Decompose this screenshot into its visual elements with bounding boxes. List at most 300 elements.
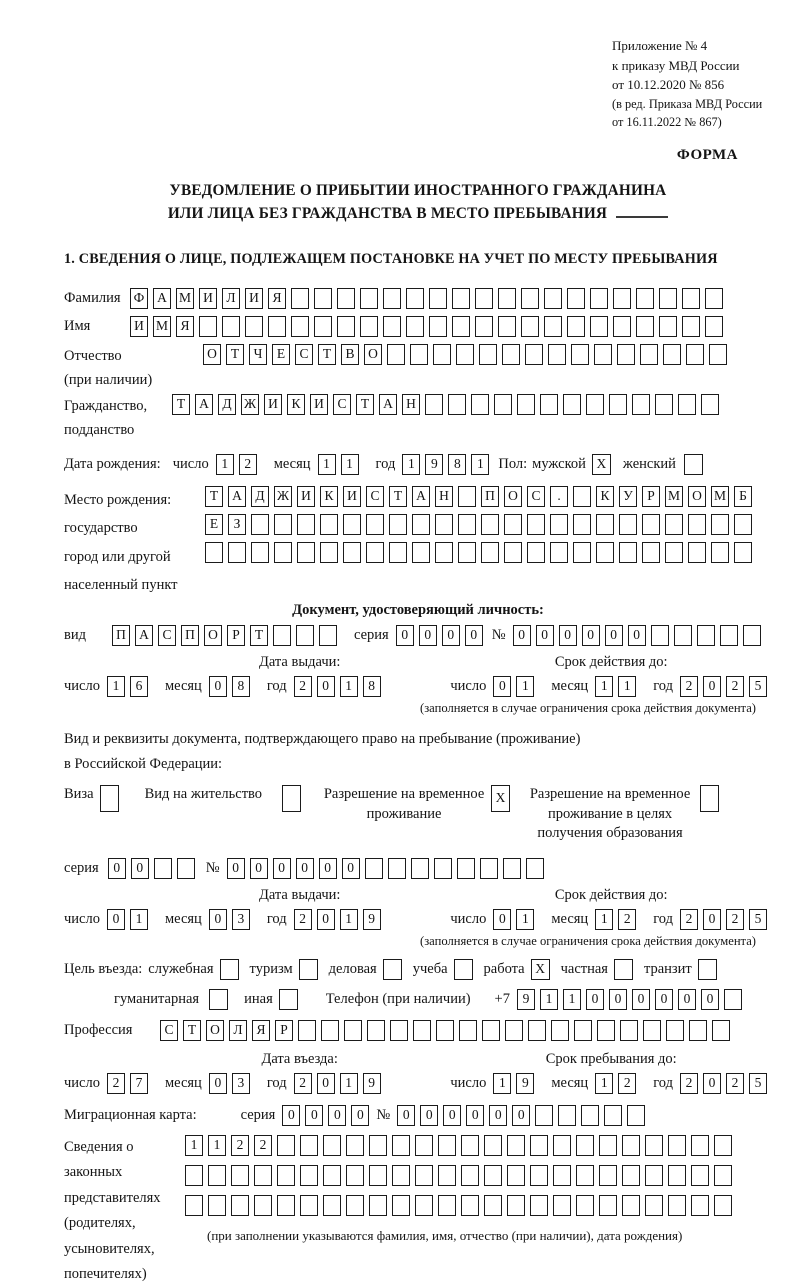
char-box[interactable]	[251, 542, 269, 563]
char-box[interactable]: 3	[232, 1073, 250, 1094]
char-box[interactable]	[205, 542, 223, 563]
char-box[interactable]: А	[412, 486, 430, 507]
char-box[interactable]	[154, 858, 172, 879]
char-box[interactable]: Т	[356, 394, 374, 415]
purpose-humanitarian-checkbox[interactable]	[209, 989, 228, 1010]
char-box[interactable]	[643, 1020, 661, 1041]
char-box[interactable]: 0	[108, 858, 126, 879]
char-box[interactable]: С	[295, 344, 313, 365]
char-box[interactable]	[724, 989, 742, 1010]
char-box[interactable]	[550, 514, 568, 535]
char-box[interactable]	[619, 514, 637, 535]
char-box[interactable]	[642, 542, 660, 563]
char-box[interactable]	[659, 288, 677, 309]
char-box[interactable]	[666, 1020, 684, 1041]
char-box[interactable]: 2	[680, 909, 698, 930]
char-box[interactable]	[410, 344, 428, 365]
char-box[interactable]	[185, 1165, 203, 1186]
char-box[interactable]	[691, 1165, 709, 1186]
residence-permit-checkbox[interactable]	[282, 785, 301, 812]
char-box[interactable]: А	[228, 486, 246, 507]
char-box[interactable]	[622, 1165, 640, 1186]
char-box[interactable]: 0	[317, 676, 335, 697]
visa-checkbox[interactable]	[100, 785, 119, 812]
char-box[interactable]: Е	[272, 344, 290, 365]
char-box[interactable]	[392, 1165, 410, 1186]
char-box[interactable]: П	[181, 625, 199, 646]
char-box[interactable]: 0	[703, 909, 721, 930]
char-box[interactable]: Я	[252, 1020, 270, 1041]
char-box[interactable]	[558, 1105, 576, 1126]
char-box[interactable]	[668, 1135, 686, 1156]
char-box[interactable]	[688, 542, 706, 563]
char-box[interactable]	[553, 1165, 571, 1186]
char-box[interactable]: 0	[582, 625, 600, 646]
char-box[interactable]: К	[320, 486, 338, 507]
char-box[interactable]	[343, 542, 361, 563]
char-box[interactable]: 2	[239, 454, 257, 475]
char-box[interactable]: 2	[294, 1073, 312, 1094]
char-box[interactable]	[517, 394, 535, 415]
char-box[interactable]	[433, 344, 451, 365]
char-box[interactable]: 1	[216, 454, 234, 475]
char-box[interactable]	[688, 514, 706, 535]
char-box[interactable]: 9	[516, 1073, 534, 1094]
char-box[interactable]: 0	[328, 1105, 346, 1126]
char-box[interactable]: 7	[130, 1073, 148, 1094]
char-box[interactable]: 0	[209, 1073, 227, 1094]
char-box[interactable]: С	[160, 1020, 178, 1041]
char-box[interactable]	[412, 542, 430, 563]
char-box[interactable]	[438, 1195, 456, 1216]
purpose-official-checkbox[interactable]	[220, 959, 239, 980]
char-box[interactable]: А	[195, 394, 213, 415]
char-box[interactable]: 0	[701, 989, 719, 1010]
char-box[interactable]: 0	[655, 989, 673, 1010]
char-box[interactable]	[369, 1195, 387, 1216]
char-box[interactable]	[619, 542, 637, 563]
char-box[interactable]	[323, 1165, 341, 1186]
char-box[interactable]	[540, 394, 558, 415]
char-box[interactable]	[337, 316, 355, 337]
char-box[interactable]: 0	[678, 989, 696, 1010]
char-box[interactable]	[502, 344, 520, 365]
char-box[interactable]: 0	[609, 989, 627, 1010]
char-box[interactable]	[337, 288, 355, 309]
char-box[interactable]: И	[297, 486, 315, 507]
char-box[interactable]: У	[619, 486, 637, 507]
sex-male-checkbox[interactable]: X	[592, 454, 611, 475]
char-box[interactable]	[645, 1165, 663, 1186]
char-box[interactable]: 1	[185, 1135, 203, 1156]
char-box[interactable]	[480, 858, 498, 879]
char-box[interactable]	[622, 1135, 640, 1156]
char-box[interactable]	[678, 394, 696, 415]
char-box[interactable]	[297, 542, 315, 563]
char-box[interactable]	[571, 344, 589, 365]
char-box[interactable]	[365, 858, 383, 879]
char-box[interactable]: О	[203, 344, 221, 365]
char-box[interactable]	[494, 394, 512, 415]
education-residence-checkbox[interactable]	[700, 785, 719, 812]
char-box[interactable]: А	[135, 625, 153, 646]
char-box[interactable]	[346, 1165, 364, 1186]
char-box[interactable]: 0	[351, 1105, 369, 1126]
char-box[interactable]	[366, 514, 384, 535]
char-box[interactable]: 0	[586, 989, 604, 1010]
char-box[interactable]	[498, 288, 516, 309]
char-box[interactable]	[268, 316, 286, 337]
char-box[interactable]	[360, 288, 378, 309]
char-box[interactable]	[544, 288, 562, 309]
char-box[interactable]: 5	[749, 909, 767, 930]
char-box[interactable]	[429, 288, 447, 309]
char-box[interactable]: М	[153, 316, 171, 337]
char-box[interactable]: 8	[448, 454, 466, 475]
char-box[interactable]	[682, 316, 700, 337]
char-box[interactable]	[452, 316, 470, 337]
char-box[interactable]	[415, 1165, 433, 1186]
char-box[interactable]	[458, 542, 476, 563]
char-box[interactable]: 0	[512, 1105, 530, 1126]
char-box[interactable]	[484, 1135, 502, 1156]
char-box[interactable]	[640, 344, 658, 365]
char-box[interactable]	[231, 1195, 249, 1216]
char-box[interactable]	[482, 1020, 500, 1041]
char-box[interactable]: И	[245, 288, 263, 309]
char-box[interactable]: А	[153, 288, 171, 309]
char-box[interactable]	[521, 288, 539, 309]
char-box[interactable]	[367, 1020, 385, 1041]
char-box[interactable]: 0	[443, 1105, 461, 1126]
char-box[interactable]: 2	[294, 909, 312, 930]
char-box[interactable]	[457, 858, 475, 879]
char-box[interactable]: К	[596, 486, 614, 507]
char-box[interactable]	[521, 316, 539, 337]
char-box[interactable]	[697, 625, 715, 646]
char-box[interactable]	[599, 1135, 617, 1156]
char-box[interactable]: Н	[402, 394, 420, 415]
char-box[interactable]: 0	[273, 858, 291, 879]
char-box[interactable]: 0	[536, 625, 554, 646]
char-box[interactable]: Т	[389, 486, 407, 507]
char-box[interactable]	[461, 1135, 479, 1156]
char-box[interactable]	[438, 1135, 456, 1156]
char-box[interactable]	[388, 858, 406, 879]
char-box[interactable]: 2	[726, 909, 744, 930]
char-box[interactable]	[691, 1135, 709, 1156]
char-box[interactable]	[563, 394, 581, 415]
char-box[interactable]: О	[204, 625, 222, 646]
purpose-tourism-checkbox[interactable]	[299, 959, 318, 980]
char-box[interactable]: Ч	[249, 344, 267, 365]
char-box[interactable]: 1	[563, 989, 581, 1010]
char-box[interactable]: 0	[250, 858, 268, 879]
purpose-transit-checkbox[interactable]	[698, 959, 717, 980]
char-box[interactable]	[484, 1195, 502, 1216]
char-box[interactable]: А	[379, 394, 397, 415]
char-box[interactable]	[369, 1165, 387, 1186]
char-box[interactable]: 0	[305, 1105, 323, 1126]
char-box[interactable]	[596, 514, 614, 535]
char-box[interactable]: 5	[749, 1073, 767, 1094]
char-box[interactable]	[550, 542, 568, 563]
char-box[interactable]: 0	[605, 625, 623, 646]
char-box[interactable]: 1	[595, 676, 613, 697]
char-box[interactable]: 9	[363, 909, 381, 930]
char-box[interactable]	[291, 288, 309, 309]
char-box[interactable]: 8	[232, 676, 250, 697]
char-box[interactable]	[297, 514, 315, 535]
char-box[interactable]: 1	[208, 1135, 226, 1156]
char-box[interactable]: И	[343, 486, 361, 507]
char-box[interactable]	[668, 1195, 686, 1216]
char-box[interactable]	[714, 1165, 732, 1186]
char-box[interactable]: 1	[493, 1073, 511, 1094]
char-box[interactable]	[277, 1195, 295, 1216]
char-box[interactable]	[406, 316, 424, 337]
char-box[interactable]	[597, 1020, 615, 1041]
char-box[interactable]	[320, 542, 338, 563]
char-box[interactable]	[389, 542, 407, 563]
char-box[interactable]	[208, 1165, 226, 1186]
char-box[interactable]: 1	[540, 989, 558, 1010]
char-box[interactable]: Л	[229, 1020, 247, 1041]
char-box[interactable]: 2	[254, 1135, 272, 1156]
char-box[interactable]	[346, 1195, 364, 1216]
char-box[interactable]	[296, 625, 314, 646]
char-box[interactable]	[471, 394, 489, 415]
char-box[interactable]: С	[158, 625, 176, 646]
char-box[interactable]	[413, 1020, 431, 1041]
char-box[interactable]	[599, 1165, 617, 1186]
char-box[interactable]	[484, 1165, 502, 1186]
char-box[interactable]	[475, 288, 493, 309]
char-box[interactable]	[645, 1195, 663, 1216]
char-box[interactable]	[528, 1020, 546, 1041]
char-box[interactable]	[581, 1105, 599, 1126]
char-box[interactable]: 0	[317, 1073, 335, 1094]
char-box[interactable]: Д	[218, 394, 236, 415]
char-box[interactable]	[586, 394, 604, 415]
char-box[interactable]: З	[228, 514, 246, 535]
char-box[interactable]	[459, 1020, 477, 1041]
char-box[interactable]	[481, 514, 499, 535]
char-box[interactable]	[199, 316, 217, 337]
char-box[interactable]	[436, 1020, 454, 1041]
char-box[interactable]: И	[199, 288, 217, 309]
char-box[interactable]	[298, 1020, 316, 1041]
char-box[interactable]: 1	[595, 1073, 613, 1094]
char-box[interactable]	[323, 1195, 341, 1216]
char-box[interactable]: М	[665, 486, 683, 507]
char-box[interactable]: Е	[205, 514, 223, 535]
char-box[interactable]: 0	[227, 858, 245, 879]
char-box[interactable]	[530, 1165, 548, 1186]
char-box[interactable]: Ф	[130, 288, 148, 309]
char-box[interactable]: С	[366, 486, 384, 507]
char-box[interactable]	[344, 1020, 362, 1041]
char-box[interactable]	[620, 1020, 638, 1041]
char-box[interactable]: 0	[131, 858, 149, 879]
char-box[interactable]: М	[176, 288, 194, 309]
char-box[interactable]: Р	[642, 486, 660, 507]
char-box[interactable]	[503, 858, 521, 879]
char-box[interactable]	[627, 1105, 645, 1126]
char-box[interactable]	[245, 316, 263, 337]
char-box[interactable]	[504, 542, 522, 563]
char-box[interactable]	[573, 514, 591, 535]
char-box[interactable]	[636, 288, 654, 309]
char-box[interactable]	[438, 1165, 456, 1186]
char-box[interactable]: Т	[183, 1020, 201, 1041]
char-box[interactable]: 0	[209, 909, 227, 930]
char-box[interactable]	[369, 1135, 387, 1156]
char-box[interactable]	[743, 625, 761, 646]
char-box[interactable]	[429, 316, 447, 337]
char-box[interactable]: Ж	[241, 394, 259, 415]
char-box[interactable]	[576, 1165, 594, 1186]
char-box[interactable]: 2	[107, 1073, 125, 1094]
char-box[interactable]: 1	[340, 909, 358, 930]
char-box[interactable]	[553, 1135, 571, 1156]
char-box[interactable]: 0	[703, 1073, 721, 1094]
char-box[interactable]	[705, 316, 723, 337]
char-box[interactable]: 0	[703, 676, 721, 697]
char-box[interactable]	[507, 1195, 525, 1216]
char-box[interactable]: 0	[632, 989, 650, 1010]
char-box[interactable]: 1	[318, 454, 336, 475]
char-box[interactable]	[674, 625, 692, 646]
char-box[interactable]	[300, 1195, 318, 1216]
char-box[interactable]	[479, 344, 497, 365]
char-box[interactable]	[481, 542, 499, 563]
char-box[interactable]	[530, 1195, 548, 1216]
char-box[interactable]: 5	[749, 676, 767, 697]
char-box[interactable]: О	[688, 486, 706, 507]
char-box[interactable]: Т	[250, 625, 268, 646]
char-box[interactable]	[590, 288, 608, 309]
char-box[interactable]	[590, 316, 608, 337]
char-box[interactable]: 0	[397, 1105, 415, 1126]
char-box[interactable]	[458, 486, 476, 507]
char-box[interactable]: 0	[442, 625, 460, 646]
char-box[interactable]	[434, 858, 452, 879]
char-box[interactable]	[655, 394, 673, 415]
char-box[interactable]: 1	[471, 454, 489, 475]
char-box[interactable]	[651, 625, 669, 646]
char-box[interactable]: Т	[205, 486, 223, 507]
char-box[interactable]	[411, 858, 429, 879]
char-box[interactable]	[458, 514, 476, 535]
char-box[interactable]	[636, 316, 654, 337]
char-box[interactable]	[389, 514, 407, 535]
char-box[interactable]	[390, 1020, 408, 1041]
char-box[interactable]: Я	[176, 316, 194, 337]
char-box[interactable]: 9	[363, 1073, 381, 1094]
char-box[interactable]	[709, 344, 727, 365]
char-box[interactable]	[222, 316, 240, 337]
char-box[interactable]	[613, 316, 631, 337]
char-box[interactable]: 2	[231, 1135, 249, 1156]
char-box[interactable]: 0	[419, 625, 437, 646]
char-box[interactable]: Р	[275, 1020, 293, 1041]
char-box[interactable]: 0	[317, 909, 335, 930]
char-box[interactable]	[526, 858, 544, 879]
char-box[interactable]	[343, 514, 361, 535]
char-box[interactable]	[711, 514, 729, 535]
char-box[interactable]	[617, 344, 635, 365]
char-box[interactable]	[544, 316, 562, 337]
char-box[interactable]	[714, 1195, 732, 1216]
char-box[interactable]	[599, 1195, 617, 1216]
char-box[interactable]	[573, 542, 591, 563]
char-box[interactable]: 3	[232, 909, 250, 930]
char-box[interactable]	[291, 316, 309, 337]
char-box[interactable]	[527, 542, 545, 563]
char-box[interactable]: 0	[342, 858, 360, 879]
char-box[interactable]	[567, 316, 585, 337]
char-box[interactable]	[346, 1135, 364, 1156]
char-box[interactable]	[548, 344, 566, 365]
char-box[interactable]	[734, 542, 752, 563]
char-box[interactable]	[360, 316, 378, 337]
char-box[interactable]	[251, 514, 269, 535]
char-box[interactable]	[254, 1165, 272, 1186]
char-box[interactable]: Т	[318, 344, 336, 365]
char-box[interactable]: 1	[618, 676, 636, 697]
char-box[interactable]	[300, 1165, 318, 1186]
char-box[interactable]: П	[112, 625, 130, 646]
char-box[interactable]: Я	[268, 288, 286, 309]
char-box[interactable]	[323, 1135, 341, 1156]
char-box[interactable]: 0	[396, 625, 414, 646]
char-box[interactable]	[274, 514, 292, 535]
char-box[interactable]: 0	[493, 909, 511, 930]
char-box[interactable]	[682, 288, 700, 309]
char-box[interactable]	[448, 394, 466, 415]
char-box[interactable]: Т	[172, 394, 190, 415]
char-box[interactable]	[551, 1020, 569, 1041]
char-box[interactable]: 1	[130, 909, 148, 930]
char-box[interactable]	[535, 1105, 553, 1126]
char-box[interactable]: Р	[227, 625, 245, 646]
char-box[interactable]	[254, 1195, 272, 1216]
char-box[interactable]: 0	[420, 1105, 438, 1126]
char-box[interactable]: 2	[618, 1073, 636, 1094]
char-box[interactable]	[177, 858, 195, 879]
char-box[interactable]	[642, 514, 660, 535]
char-box[interactable]: 2	[680, 1073, 698, 1094]
char-box[interactable]	[435, 542, 453, 563]
char-box[interactable]	[734, 514, 752, 535]
char-box[interactable]: 9	[517, 989, 535, 1010]
char-box[interactable]	[208, 1195, 226, 1216]
char-box[interactable]: 0	[282, 1105, 300, 1126]
char-box[interactable]	[300, 1135, 318, 1156]
char-box[interactable]	[314, 316, 332, 337]
char-box[interactable]	[574, 1020, 592, 1041]
char-box[interactable]: Ж	[274, 486, 292, 507]
char-box[interactable]: 1	[340, 676, 358, 697]
char-box[interactable]	[714, 1135, 732, 1156]
char-box[interactable]: О	[206, 1020, 224, 1041]
char-box[interactable]	[406, 288, 424, 309]
char-box[interactable]	[609, 394, 627, 415]
char-box[interactable]	[622, 1195, 640, 1216]
char-box[interactable]	[594, 344, 612, 365]
char-box[interactable]: 8	[363, 676, 381, 697]
